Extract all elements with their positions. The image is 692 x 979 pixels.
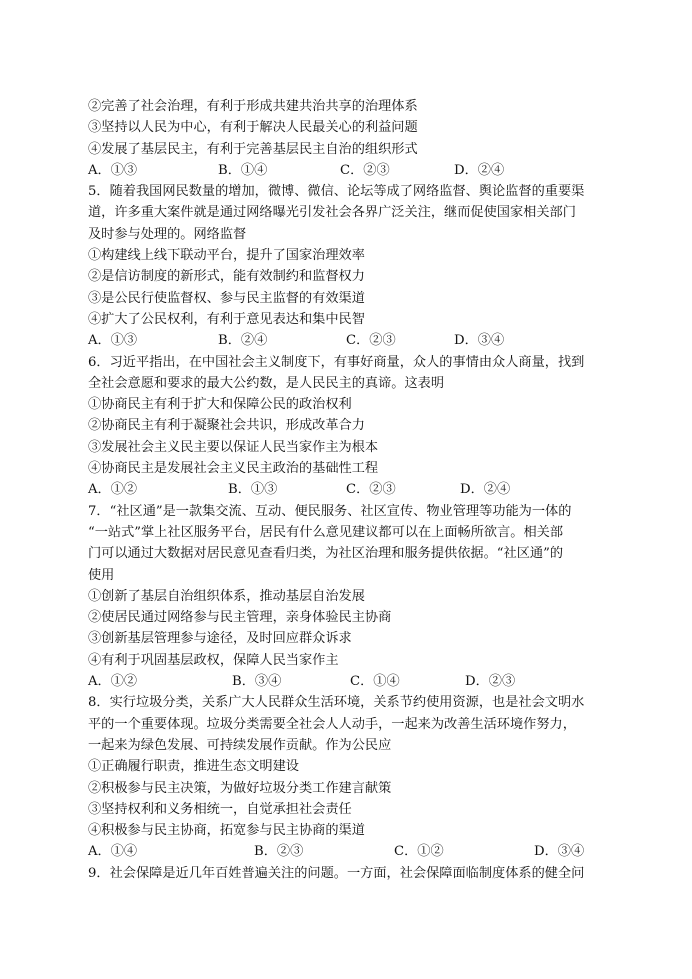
choice-item: ③是公民行使监督权、参与民主监督的有效渠道 <box>88 290 365 306</box>
choice-item: ①创新了基层自治组织体系，推动基层自治发展 <box>88 588 365 604</box>
option-d: D．②③ <box>465 674 516 690</box>
choice-item: ②使居民通过网络参与民主管理，亲身体验民主协商 <box>88 610 392 626</box>
question-stem <box>88 352 608 395</box>
stem-line: 8．实行垃圾分类，关系广大人民群众生活环境，关系节约使用资源，也是社会文明水 <box>88 695 585 711</box>
choice-item: ③坚持以人民为中心，有利于解决人民最关心的利益问题 <box>88 120 418 136</box>
choice-item: ①正确履行职责，推进生态文明建设 <box>88 759 299 775</box>
stem-line: 及时参与处理的。网络监督 <box>88 226 247 242</box>
question-7 <box>88 501 608 693</box>
option-a: A．①② <box>88 482 138 498</box>
choice-item: ③发展社会主义民主要以保证人民当家作主为根本 <box>88 439 379 455</box>
answer-options <box>88 330 608 351</box>
choice-item: ②是信访制度的新形式，能有效制约和监督权力 <box>88 269 365 285</box>
answer-options <box>88 479 608 500</box>
choice-item: ③坚持权利和义务相统一，自觉承担社会责任 <box>88 801 352 817</box>
option-a: A．①② <box>88 674 138 690</box>
option-d: D．②④ <box>460 482 511 498</box>
answer-options <box>88 841 608 862</box>
question-6 <box>88 352 608 501</box>
choice-item: ②完善了社会治理，有利于形成共建共治共享的治理体系 <box>88 99 418 114</box>
option-c: C．①② <box>394 844 444 860</box>
stem-line: 使用 <box>88 567 115 583</box>
stem-line: 9．社会保障是近几年百姓普遍关注的问题。一方面，社会保障面临制度体系的健全问 <box>88 865 585 881</box>
option-d: D．③④ <box>454 333 505 349</box>
stem-line: 一起来为绿色发展、可持续发展作贡献。作为公民应 <box>88 737 392 753</box>
option-c: C．①④ <box>350 674 400 690</box>
stem-line: “一站式”掌上社区服务平台，居民有什么意见建议都可以在上面畅所欲言。相关部 <box>88 524 564 540</box>
answer-options <box>88 160 608 181</box>
choice-item: ①协商民主有利于扩大和保障公民的政治权利 <box>88 397 352 413</box>
option-c: C．②③ <box>340 162 390 178</box>
option-c: C．②③ <box>346 333 396 349</box>
answer-options <box>88 671 608 692</box>
option-a: A．①③ <box>88 162 138 178</box>
choice-item: ④扩大了公民权利，有利于意见表达和集中民智 <box>88 311 365 327</box>
choice-item: ③创新基层管理参与途径，及时回应群众诉求 <box>88 631 352 647</box>
choice-item: ②协商民主有利于凝聚社会共识，形成改革合力 <box>88 418 365 434</box>
stem-line: 7．“社区通”是一款集交流、互动、便民服务、社区宣传、物业管理等功能为一体的 <box>88 503 572 519</box>
option-b: B．②④ <box>218 333 268 349</box>
question-8 <box>88 692 608 862</box>
stem-line: 5．随着我国网民数量的增加，微博、微信、论坛等成了网络监督、舆论监督的重要渠 <box>88 184 585 200</box>
option-b: B．②③ <box>254 844 304 860</box>
choice-item: ②积极参与民主决策，为做好垃圾分类工作建言献策 <box>88 780 392 796</box>
choice-item: ④有利于巩固基层政权，保障人民当家作主 <box>88 652 339 668</box>
question-stem <box>88 863 608 884</box>
option-b: B．①③ <box>228 482 278 498</box>
question-4-tail <box>88 96 608 181</box>
stem-line: 道，许多重大案件就是通过网络曝光引发社会各界广泛关注，继而促使国家相关部门 <box>88 205 576 221</box>
question-5 <box>88 181 608 351</box>
exam-page <box>88 96 608 884</box>
choice-item: ④发展了基层民主，有利于完善基层民主自治的组织形式 <box>88 141 418 157</box>
option-a: A．①④ <box>88 844 138 860</box>
choice-item: ④积极参与民主协商，拓宽参与民主协商的渠道 <box>88 823 365 839</box>
question-9 <box>88 863 608 884</box>
option-b: B．①④ <box>218 162 268 178</box>
stem-line: 全社会意愿和要求的最大公约数，是人民民主的真谛。这表明 <box>88 375 445 391</box>
question-stem <box>88 181 608 245</box>
option-d: D．③④ <box>534 844 585 860</box>
option-a: A．①③ <box>88 333 138 349</box>
choice-item: ①构建线上线下联动平台，提升了国家治理效率 <box>88 248 365 264</box>
choice-item: ④协商民主是发展社会主义民主政治的基础性工程 <box>88 461 379 477</box>
option-c: C．②③ <box>346 482 396 498</box>
question-stem <box>88 692 608 756</box>
option-b: B．③④ <box>232 674 282 690</box>
stem-line: 6．习近平指出，在中国社会主义制度下，有事好商量，众人的事情由众人商量，找到 <box>88 354 585 370</box>
question-stem <box>88 501 608 586</box>
option-d: D．②④ <box>454 162 505 178</box>
stem-line: 平的一个重要体现。垃圾分类需要全社会人人动手，一起来为改善生活环境作努力， <box>88 716 576 732</box>
stem-line: 门可以通过大数据对居民意见查看归类，为社区治理和服务提供依据。“社区通”的 <box>88 546 564 562</box>
